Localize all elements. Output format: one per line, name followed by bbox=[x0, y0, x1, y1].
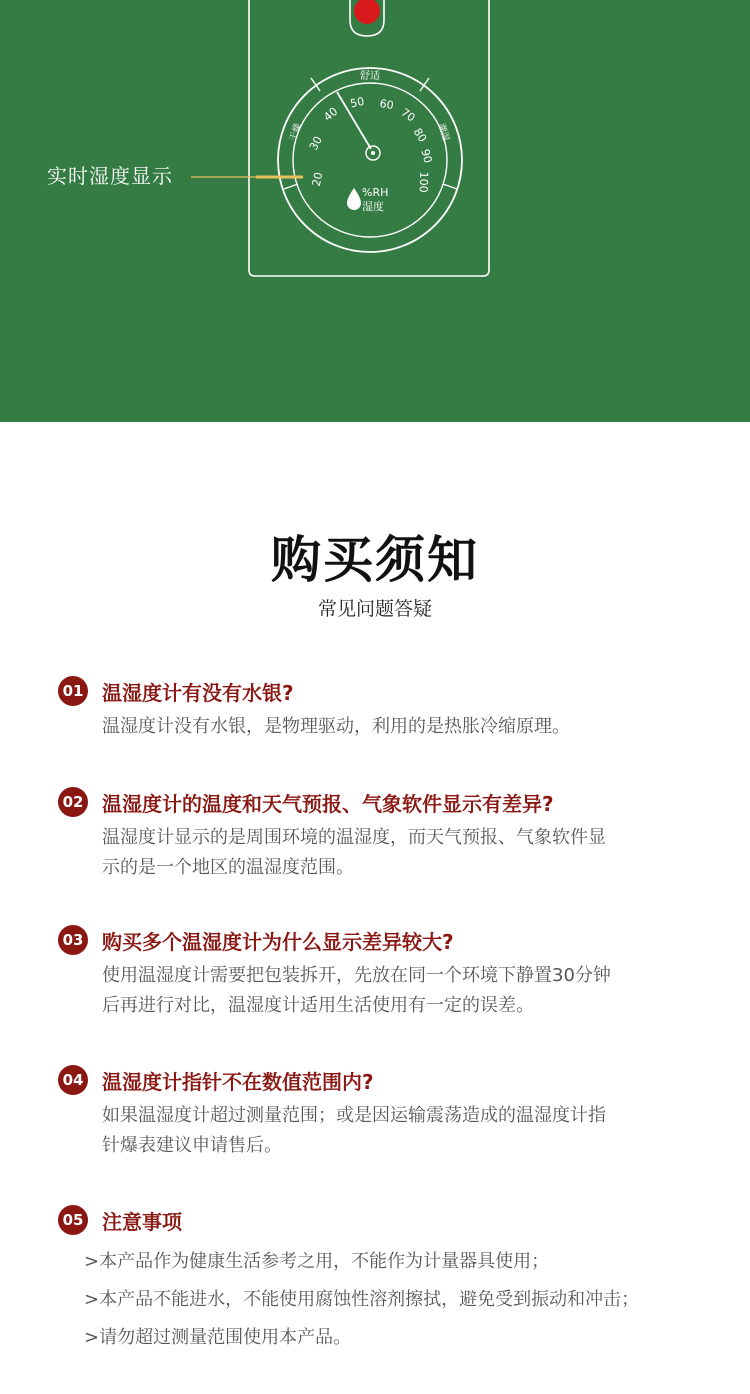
product-hero bbox=[0, 0, 750, 422]
hygrometer-illustration bbox=[0, 0, 750, 422]
notes-title: 注意事项 bbox=[102, 1209, 182, 1234]
faq-question: 购买多个温湿度计为什么显示差异较大? bbox=[102, 929, 454, 954]
section-title: 购买须知 bbox=[271, 531, 479, 589]
dial-divider bbox=[443, 184, 457, 189]
notes-list-item: >本产品作为健康生活参考之用，不能作为计量器具使用； bbox=[84, 1251, 550, 1272]
faq-answer-line: 温湿度计没有水银，是物理驱动，利用的是热胀冷缩原理。 bbox=[102, 716, 570, 737]
faq-answer bbox=[102, 961, 718, 1021]
faq-answer-line: 示的是一个地区的温湿度范围。 bbox=[102, 857, 354, 878]
faq-answer-line: 使用温湿度计需要把包装拆开，先放在同一个环境下静置30分钟 bbox=[102, 965, 611, 986]
purchase-notice-section bbox=[0, 422, 750, 1394]
faq-answer-line: 温湿度计显示的是周围环境的温湿度，而天气预报、气象软件显 bbox=[102, 827, 606, 848]
dial-unit: %RH bbox=[362, 186, 389, 199]
dial-tick: 60 bbox=[378, 96, 395, 113]
faq-item bbox=[58, 1063, 718, 1161]
dial-tick: 100 bbox=[416, 171, 431, 193]
faq-answer bbox=[102, 1101, 718, 1161]
dial-tick: 80 bbox=[410, 125, 430, 145]
notes-list bbox=[84, 1243, 718, 1357]
dial-unit-label: 湿度 bbox=[362, 200, 384, 213]
faq-number-badge: 04 bbox=[58, 1065, 88, 1095]
faq-item bbox=[58, 923, 718, 1021]
notes-list-item: >本产品不能进水，不能使用腐蚀性溶剂擦拭，避免受到振动和冲击； bbox=[84, 1289, 640, 1310]
faq-answer bbox=[102, 712, 718, 742]
dial-tick: 30 bbox=[306, 134, 325, 153]
faq-number-badge: 03 bbox=[58, 925, 88, 955]
notes-list-item: >请勿超过测量范围使用本产品。 bbox=[84, 1327, 352, 1348]
notes-item bbox=[58, 1203, 718, 1357]
dial-tick: 40 bbox=[321, 104, 341, 124]
zone-label-dry: 干燥 bbox=[288, 122, 304, 143]
dial-divider bbox=[284, 184, 298, 189]
faq-number-badge: 01 bbox=[58, 676, 88, 706]
faq-question: 温湿度计指针不在数值范围内? bbox=[102, 1069, 374, 1094]
faq-question: 温湿度计有没有水银? bbox=[102, 680, 294, 705]
dial-tick: 70 bbox=[398, 105, 418, 125]
device-outline bbox=[249, 0, 489, 276]
faq-answer-line: 如果温湿度计超过测量范围；或是因运输震荡造成的温湿度计指 bbox=[102, 1105, 606, 1126]
needle-pivot-dot bbox=[371, 151, 375, 155]
faq-question: 温湿度计的温度和天气预报、气象软件显示有差异? bbox=[102, 791, 554, 816]
water-drop-icon bbox=[347, 188, 361, 210]
section-subtitle: 常见问题答疑 bbox=[317, 598, 432, 620]
red-indicator-light bbox=[354, 0, 380, 24]
dial-tick: 90 bbox=[418, 147, 435, 165]
faq-answer-line: 后再进行对比，温湿度计适用生活使用有一定的误差。 bbox=[102, 995, 534, 1016]
zone-label-comfortable: 舒适 bbox=[360, 71, 380, 82]
faq-answer bbox=[102, 823, 718, 883]
humidity-display-caption: 实时湿度显示 bbox=[47, 164, 173, 188]
faq-number-badge: 02 bbox=[58, 787, 88, 817]
notes-number-badge: 05 bbox=[58, 1205, 88, 1235]
faq-answer-line: 针爆表建议申请售后。 bbox=[102, 1135, 282, 1156]
dial-tick: 50 bbox=[349, 94, 366, 111]
dial-tick: 20 bbox=[309, 171, 326, 188]
zone-label-humid: 潮湿 bbox=[435, 122, 451, 143]
faq-item bbox=[58, 674, 718, 742]
faq-item bbox=[58, 785, 718, 883]
